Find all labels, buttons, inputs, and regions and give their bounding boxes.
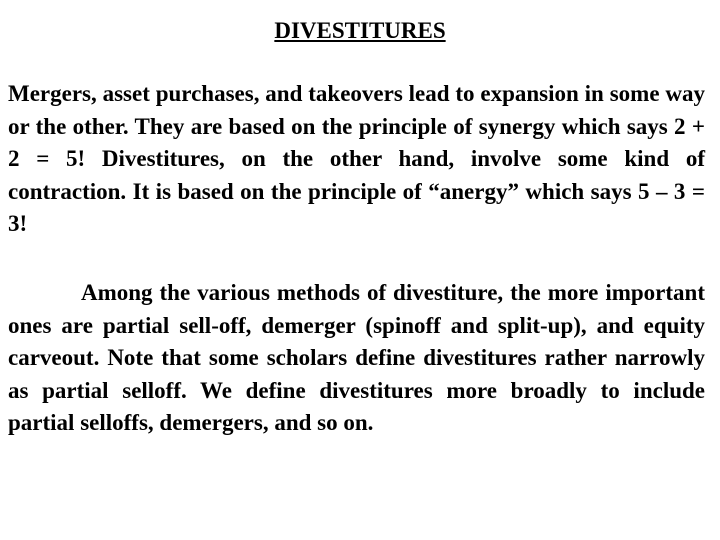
paragraph-expansion-vs-contraction: Mergers, asset purchases, and takeovers lead to expansion in some way or the other. They are based on the principle of synergy which says 2 + 2 = 5! Divestitures, on the other hand, involve some kind of contraction. It is based on the principle of “anergy” which says 5 – 3 = 3! (8, 81, 705, 236)
paragraph-divestiture-methods: Among the various methods of divestiture, the more important ones are partial sell-off, demerger (spinoff and split-up), and equity carveout. Note that some scholars define divestitures rather narrowly as partial selloff. We define divestitures more broadly to include partial selloffs, demergers, and so on. (8, 280, 705, 435)
page-title-text: DIVESTITURES (274, 18, 446, 43)
page-title (0, 16, 720, 46)
